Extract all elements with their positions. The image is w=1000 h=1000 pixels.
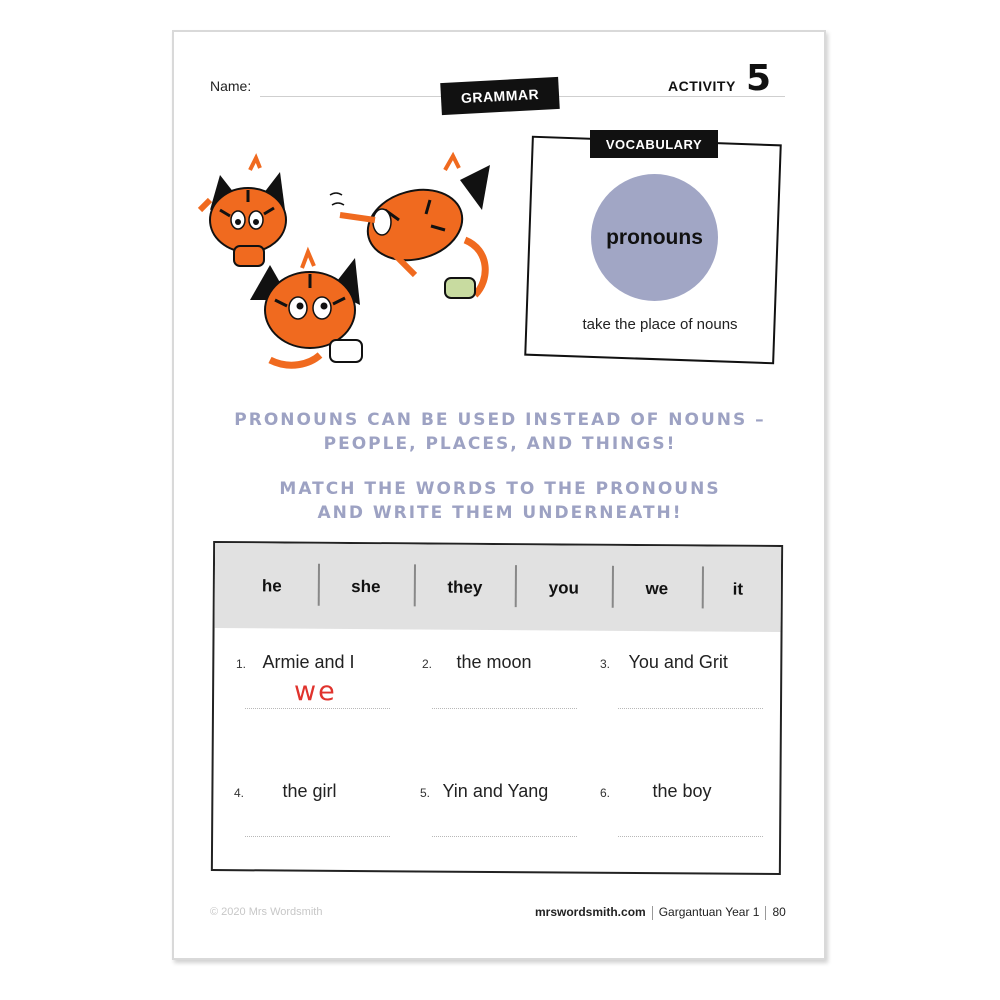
pronoun-it: it [732,579,744,599]
item-number: 1. [236,657,247,671]
activity-number: 5 [746,58,772,99]
instruction-line-1: PRONOUNS CAN BE USED INSTEAD OF NOUNS – [234,410,766,430]
handwritten-answer[interactable]: we [294,676,337,707]
pronoun-she: she [351,576,381,597]
answer-line-5[interactable] [432,836,577,837]
item-number: 2. [422,657,433,671]
pronoun-bank [215,543,782,632]
item-number: 5. [420,786,431,800]
answer-line-1[interactable] [245,708,390,709]
item-text: the moon [456,652,532,672]
exercise-item-1 [236,652,355,673]
exercise-item-4 [234,781,337,802]
copyright-text: © 2020 Mrs Wordsmith [210,906,323,918]
item-text: Yin and Yang [442,781,549,801]
exercise-item-2 [422,652,532,673]
activity-label: ACTIVITY [668,78,736,94]
instruction-line-3: MATCH THE WORDS TO THE PRONOUNS [279,479,721,499]
pronoun-you: you [548,578,580,598]
section-tag: GRAMMAR [440,77,560,115]
answer-line-4[interactable] [245,836,390,837]
instruction-line-2: PEOPLE, PLACES, AND THINGS! [323,434,677,454]
pronoun-we: we [645,579,669,599]
footer-site: mrswordsmith.com [535,905,646,919]
vocabulary-word-circle [591,174,718,301]
pronoun-he: he [261,576,282,596]
item-number: 6. [600,786,611,800]
item-number: 4. [234,786,245,800]
small-tiger-figure [200,158,286,266]
footer-book: Gargantuan Year 1 [658,905,760,919]
exercise-item-6 [600,781,712,802]
pronoun-divider [612,566,614,608]
item-number: 3. [600,657,611,671]
pronoun-divider [515,565,517,607]
footer-divider [652,906,653,920]
answer-line-6[interactable] [618,836,763,837]
item-text: Armie and I [262,652,355,672]
page-number: 80 [772,905,786,919]
pronoun-divider [318,564,320,606]
item-text: the boy [652,781,712,801]
pronoun-divider [414,564,416,606]
item-text: the girl [282,781,337,801]
answer-line-3[interactable] [618,708,763,709]
footer-divider [765,906,766,920]
pronoun-they: they [447,577,483,597]
exercise-item-3 [600,652,728,673]
tiger-characters-illustration [190,150,520,380]
vocabulary-tag: VOCABULARY [590,130,718,158]
footer-info [535,905,786,920]
name-label: Name: [210,78,252,94]
vocabulary-word: pronouns [606,225,703,249]
vocabulary-definition: take the place of nouns [582,316,738,333]
item-text: You and Grit [628,652,728,672]
answer-line-2[interactable] [432,708,577,709]
sitting-tiger-figure [250,252,362,365]
exercise-item-5 [420,781,548,802]
instruction-line-4: AND WRITE THEM UNDERNEATH! [317,503,683,523]
